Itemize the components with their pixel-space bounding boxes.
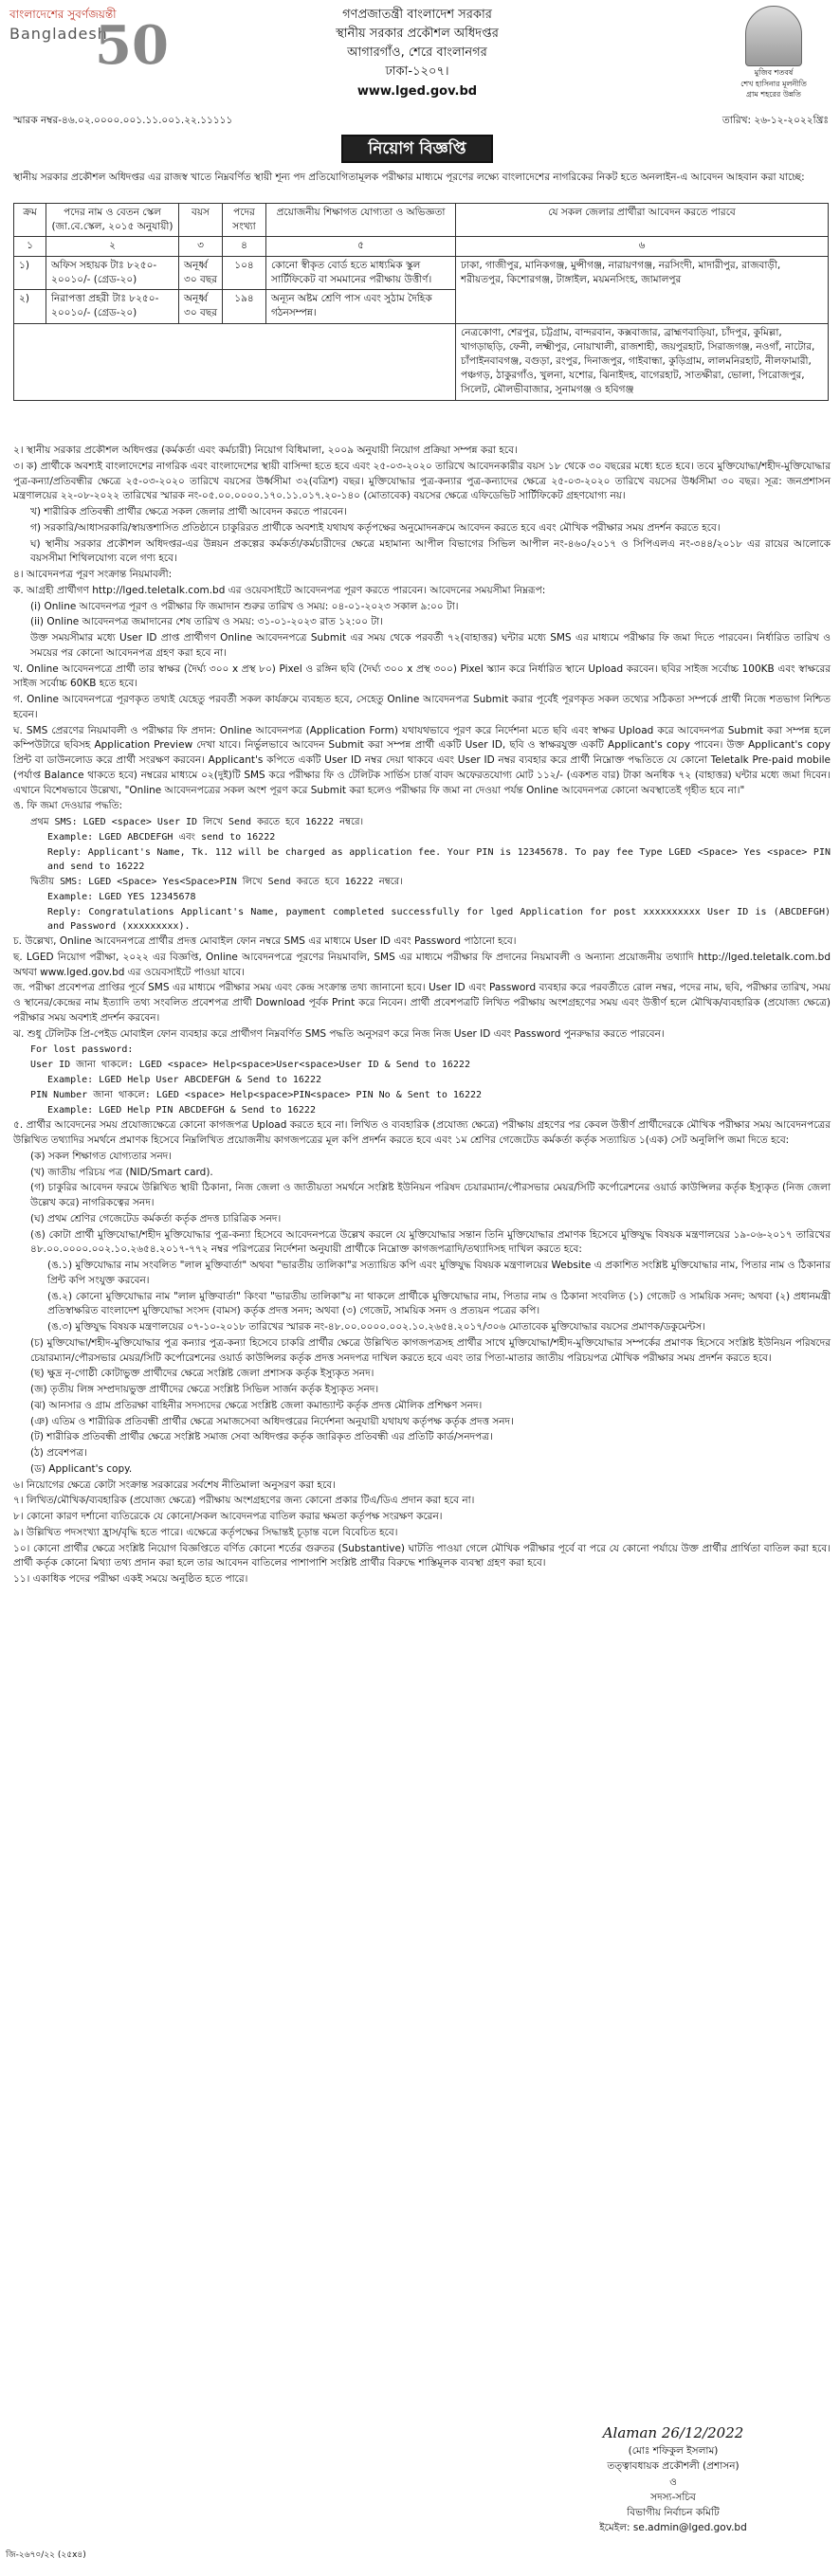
notice-paragraph: User ID জানা থাকলে: LGED <space> Help<space>User<space>User ID & Send to 16222 — [30, 1060, 470, 1071]
notice-paragraph: (ঙ) কোটা প্রার্থী মুক্তিযোদ্ধা/শহীদ মুক্তিযোদ্ধার পুত্র-কন্যা হিসেবে আবেদনপত্রে উল্লেখ করলে যে মুক্তিযোদ্ধার সন্তান তিনি মুক্তিযোদ্ধার প্রমাণক হিসেবে মুক্তিযুদ্ধ বিষয়ক মন্ত্রণালয়ের ১৯-০৬-২০১৭ তারিখের ৪৮.০০.০০০০.০০২.১০.২৬৫৪.২০১৭-৭৭২ নম্বর পরিপত্রের নির্দেশনা অনুযায়ী প্রার্থীকে নিম্নোক্ত কাগজপত্রাদি/তথ্যাদিসহ দাখিল করতে হবে: — [30, 1228, 831, 1256]
signature: Alaman 26/12/2022 — [602, 2424, 744, 2441]
notice-paragraph: গ) সরকারি/আধাসরকারি/স্বায়ত্তশাসিত প্রতিষ্ঠানে চাকুরিরত প্রার্থীকে অবশ্যই যথাযথ কর্তৃপক্ষের অনুমোদনক্রমে আবেদন করতে হবে এবং মৌখিক পরীক্ষার সময় প্রদর্শন করতে হবে। — [30, 521, 721, 534]
notice-paragraph: দ্বিতীয় SMS: LGED <Space> Yes<Space>PIN লিখে Send করতে হবে 16222 নম্বরে। — [30, 877, 403, 887]
col-header: পদের নাম ও বেতন স্কেল (জা.বে.স্কেল, ২০১৫ অনুযায়ী) — [46, 204, 179, 237]
office-address — [190, 6, 645, 101]
notice-paragraph: Example: LGED Help User ABCDEFGH & Send to 16222 — [47, 1075, 321, 1086]
notice-paragraph: (ঠ) প্রবেশপত্র। — [30, 1447, 87, 1459]
notice-paragraph: (ঞ) এতিম ও শারীরিক প্রতিবন্ধী প্রার্থীর ক্ষেত্রে সমাজসেবা অধিদপ্তরের নির্দেশনা অনুযায়ী যথাযথ কর্তৃপক্ষ কর্তৃক প্রদত্ত সনদ। — [30, 1415, 514, 1427]
notice-paragraph: ঝ. শুধু টেলিটক প্রি-পেইড মোবাইল ফোন ব্যবহার করে প্রার্থীগণ নিম্নবর্ণিত SMS পদ্ধতি অনুসরণ করে নিজ নিজ User ID এবং Password পুনরুদ্ধার করতে পারবেন। — [13, 1027, 665, 1040]
col-header: ক্রম — [14, 204, 46, 237]
notice-paragraph: ৯। উল্লিখিত পদসংখ্যা হ্রাস/বৃদ্ধি হতে পারে। এক্ষেত্রে কর্তৃপক্ষের সিদ্ধান্তই চূড়ান্ত বলে বিবেচিত হবে। — [13, 1526, 398, 1538]
notice-paragraph: (চ) মুক্তিযোদ্ধা/শহীদ-মুক্তিযোদ্ধার পুত্র কন্যার পুত্র-কন্যা হিসেবে চাকরি প্রার্থীর ক্ষেত্রে উল্লিখিত কাগজপত্রসহ প্রার্থীর সাথে মুক্তিযোদ্ধা/শহীদ-মুক্তিযোদ্ধার সম্পর্কের প্রমাণক হিসেবে সংশ্লিষ্ট ইউনিয়ন পরিষদের চেয়ারম্যান/পৌরসভার মেয়র/সিটি কর্পোরেশনের ওয়ার্ড কাউন্সিলর কর্তৃক প্রদত্ত সনদপত্র দাখিল করতে হবে এবং তার পিতা-মাতার জাতীয় পরিচয়পত্র মৌখিক পরীক্ষার সময় প্রদর্শন করতে হবে। — [30, 1336, 831, 1364]
column-number-row: ১ ২ ৩ ৪ ৫ ৬ — [14, 237, 829, 256]
notice-paragraph: (ছ) ক্ষুদ্র নৃ-গোষ্ঠী কোটাভুক্ত প্রার্থীদের ক্ষেত্রে সংশ্লিষ্ট জেলা প্রশাসক কর্তৃক ইস্যুকৃত সনদ। — [30, 1368, 374, 1380]
notice-paragraph: (ক) সকল শিক্ষাগত যোগ্যতার সনদ। — [30, 1150, 172, 1162]
notice-paragraph: ৪। আবেদনপত্র পূরণ সংক্রান্ত নিয়মাবলী: — [13, 569, 173, 580]
notice-paragraph: (গ) চাকুরির আবেদন ফরমে উল্লিখিত স্থায়ী ঠিকানা, নিজ জেলা ও জাতীয়তা সমর্থনে সংশ্লিষ্ট ইউনিয়ন পরিষদ চেয়ারম্যান/পৌরসভার মেয়র/সিটি কর্পোরেশনের ওয়ার্ড কাউন্সিলর কর্তৃক ইস্যুকৃত (নিজ জেলা উল্লেখ করে) নাগরিকত্বের সনদ। — [30, 1182, 831, 1208]
notice-paragraph: খ. Online আবেদনপত্রে প্রার্থী তার স্বাক্ষর (দৈর্ঘ্য ৩০০ x প্রস্থ ৮০) Pixel ও রঙ্গিন ছবি (দৈর্ঘ্য ৩০০ x প্রস্থ ৩০০) Pixel স্ক্যান করে নির্ধারিত স্থানে Upload করবেন। ছবির সাইজ সর্বোচ্চ 100KB এবং স্বাক্ষরের সাইজ সর্বোচ্চ 60KB হতে হবে। — [13, 662, 831, 690]
memo-number: স্মারক নম্বর-৪৬.০২.০০০০.০০১.১১.০০১.২২.১১১১১ — [13, 115, 233, 126]
vacancy-table — [13, 203, 829, 401]
notice-paragraph: Example: LGED YES 12345678 — [47, 892, 196, 902]
notice-date: তারিখ: ২৬-১২-২০২২খ্রিঃ — [721, 115, 829, 126]
website-link[interactable]: www.lged.gov.bd — [356, 83, 478, 99]
letterhead — [0, 0, 840, 114]
notice-paragraph: ঘ) স্থানীয় সরকার প্রকৌশল অধিদপ্তর-এর উন্নয়ন প্রকল্পের কর্মকর্তা/কর্মচারীদের ক্ষেত্রে মহামান্য আপীল বিভাগের সিভিল আপীল নং-৪৬০/২০১৭ ও সিপিএলএ নং-৩৪৪/২০১৮ এর রায়ের আলোকে বয়সসীমা শিথিলযোগ্য বলে গণ্য হবে। — [30, 537, 831, 565]
contact-email[interactable]: ইমেইল: se.admin@lged.gov.bd — [599, 2522, 747, 2534]
notice-paragraph: ক. আগ্রহী প্রার্থীগণ http://lged.teletalk.com.bd এর ওয়েবসাইটে আবেদনপত্র পূরণ করতে পারবেন। আবেদনের সময়সীমা নিম্নরূপ: — [13, 584, 546, 596]
golden-jubilee-logo: বাংলাদেশের সুবর্ণজয়ন্তী Bangladesh 50 — [9, 8, 169, 77]
col-header: যে সকল জেলার প্রার্থীরা আবেদন করতে পারবে — [456, 204, 829, 237]
notice-paragraph: গ. Online আবেদনপত্রে পূরণকৃত তথ্যই যেহেতু পরবর্তী সকল কার্যক্রমে ব্যবহৃত হবে, সেহেতু Online আবেদনপত্র Submit করার পূর্বেই পূরণকৃত সকল তথ্যের সঠিকতা সম্পর্কে প্রার্থী নিজে শতভাগ নিশ্চিত হবেন। — [13, 694, 831, 720]
page-title: নিয়োগ বিজ্ঞপ্তি — [341, 135, 493, 163]
notice-paragraph: ১১। একাধিক পদের পরীক্ষা একই সময়ে অনুষ্ঠিত হতে পারে। — [13, 1573, 248, 1585]
notice-paragraph: ৮। কোনো কারণ দর্শানো ব্যতিরেকে যে কোনো/সকল আবেদনপত্র বাতিল করার ক্ষমতা কর্তৃপক্ষ সংরক্ষণ করেন। — [13, 1511, 443, 1522]
notice-paragraph: (ঙ.১) মুক্তিযোদ্ধার নাম সংবলিত "লাল মুক্তিবার্তা" অথবা "ভারতীয় তালিকা"র সত্যায়িত কপি এবং মুক্তিযুদ্ধ বিষয়ক মন্ত্রণালয়ের Website এ প্রকাশিত সংশ্লিষ্ট মুক্তিযোদ্ধার নাম, পিতার নাম ও ঠিকানার প্রিন্ট কপি সংযুক্ত করবেন। — [47, 1260, 831, 1286]
notice-paragraph: ৫. প্রার্থীর আবেদনের সময় প্রযোজ্যক্ষেত্রে কোনো কাগজপত্র Upload করতে হবে না। লিখিত ও ব্যবহারিক (প্রযোজ্য ক্ষেত্রে) পরীক্ষায় গ্রহণের পর কেবল উত্তীর্ণ প্রার্থীদেরকে মৌখিক পরীক্ষার সময় আবেদনপত্রের উল্লিখিত তথ্যাদির সমর্থনে প্রমাণক হিসেবে নিম্নলিখিত প্রয়োজনীয় কাগজপত্রের মূল কপি প্রদর্শন করতে হবে এবং ১ম শ্রেণির গেজেটেড কর্মকর্তা কর্তৃক সত্যায়িত ১(এক) সেট অনুলিপি জমা দিতে হবে: — [13, 1119, 831, 1146]
notice-paragraph: PIN Number জানা থাকলে: LGED <space> Help<space>PIN<space> PIN No & Sent to 16222 — [30, 1090, 483, 1101]
mujib-borsho-emblem: মুজিব শতবর্ষ শেখ হাসিনার মূলনীতি গ্রাম শহরের উন্নতি — [724, 6, 823, 100]
print-code: জি-২৬৭০/২২ (২৫x৪) — [6, 2550, 86, 2560]
portrait-image — [745, 6, 802, 66]
notice-paragraph: ২। স্থানীয় সরকার প্রকৌশল অধিদপ্তর (কর্মকর্তা এবং কর্মচারী) নিয়োগ বিধিমালা, ২০০৯ অনুযায়ী নিয়োগ প্রক্রিয়া সম্পন্ন করা হবে। — [13, 444, 518, 456]
notice-paragraph: ৬। নিয়োগের ক্ষেত্রে কোটা সংক্রান্ত সরকারের সর্বশেষ নীতিমালা অনুসরণ করা হবে। — [13, 1478, 336, 1491]
intro-paragraph: স্থানীয় সরকার প্রকৌশল অধিদপ্তর এর রাজস্ব খাতে নিম্নবর্ণিত স্থায়ী শূন্য পদ প্রতিযোগিতামূলক পরীক্ষার মাধ্যমে পূরণের লক্ষ্যে বাংলাদেশের নাগরিকের নিকট হতে অনলাইন-এ আবেদন আহবান করা যাচ্ছে: — [13, 172, 805, 183]
table-row: ২) নিরাপত্তা প্রহরী টাঃ ৮২৫০- ২০০১০/- (গ্রেড-২০) অনূর্ধ্ব ৩০ বছর ১৯৪ অন্যূন অষ্টম শ্রেণি পাস এবং সুঠাম দৈহিক গঠনসম্পন্ন। — [14, 290, 829, 323]
gov-line-2: স্থানীয় সরকার প্রকৌশল অধিদপ্তর — [336, 27, 499, 42]
signatory-designation: তত্ত্বাবধায়ক প্রকৌশলী (প্রশাসন) — [607, 2460, 740, 2473]
notice-paragraph: ৭। লিখিত/মৌখিক/ব্যবহারিক (প্রযোজ্য ক্ষেত্রে) পরীক্ষায় অংশগ্রহণের জন্য কোনো প্রকার টিএ/ডিএ প্রদান করা হবে না। — [13, 1495, 475, 1507]
col-header: বয়স — [179, 204, 223, 237]
notice-paragraph: (ii) Online আবেদনপত্র জমাদানের শেষ তারিখ ও সময়: ৩১-০১-২০২৩ রাত ১২:০০ টা। — [30, 616, 383, 628]
notice-paragraph: Reply: Congratulations Applicant's Name, payment completed successfully for lged Application for post xxxxxxxxxx User ID is (ABCDEFGH) and Password (xxxxxxxxx). — [47, 907, 831, 932]
notice-paragraph: (জ) তৃতীয় লিঙ্গ সম্প্রদায়ভুক্ত প্রার্থীদের ক্ষেত্রে সংশ্লিষ্ট সিভিল সার্জন কর্তৃক ইস্যুকৃত সনদ। — [30, 1384, 379, 1395]
notice-paragraph: (ঘ) প্রথম শ্রেণির গেজেটেড কর্মকর্তা কর্তৃক প্রদত্ত চারিত্রিক সনদ। — [30, 1212, 282, 1225]
notice-paragraph: ছ. LGED নিয়োগ পরীক্ষা, ২০২২ এর বিজ্ঞপ্তি, Online আবেদনপত্রে পূরণের নিয়মাবলি, SMS এর মাধ্যমে পরীক্ষার ফি প্রদানের নিয়মাবলী ও অন্যান্য প্রয়োজনীয় তথ্যাদি http://lged.teletalk.com.bd অথবা www.lged.gov.bd এর ওয়েবসাইটে পাওয়া যাবে। — [13, 951, 831, 978]
table-row: ১) অফিস সহায়ক টাঃ ৮২৫০- ২০০১০/- (গ্রেড-২০) অনূর্ধ্ব ৩০ বছর ১০৪ কোনো স্বীকৃত বোর্ড হতে মাধ্যমিক স্কুল সার্টিফিকেট বা সমমানের পরীক্ষায় উত্তীর্ণ। ঢাকা, গাজীপুর, মানিকগঞ্জ, মুন্সীগঞ্জ, নারায়ণগঞ্জ, নরসিংদী, মাদারীপুর, রাজবাড়ী, শরীয়তপুর, কিশোরগঞ্জ, টাঙ্গাইল, ময়মনসিংহ, জামালপুর — [14, 256, 829, 289]
notice-paragraph: Example: LGED Help PIN ABCDEFGH & Send to 16222 — [47, 1105, 316, 1116]
notice-paragraph: প্রথম SMS: LGED <space> User ID লিখে Send করতে হবে 16222 নম্বরে। — [30, 817, 364, 827]
notice-paragraph: উক্ত সময়সীমার মধ্যে User ID প্রাপ্ত প্রার্থীগণ Online আবেদনপত্রে Submit এর সময় থেকে পরবর্তী ৭২(বাহাত্তর) ঘন্টার মধ্যে SMS এর মাধ্যমে পরীক্ষার ফি জমা দিতে পারবেন। নির্ধারিত তারিখ ও সময়ের পর কোনো আবেদনপত্র গ্রহণ করা হবে না। — [30, 632, 831, 659]
notice-paragraph: For lost password: — [30, 1044, 134, 1056]
gov-line-1: গণপ্রজাতন্ত্রী বাংলাদেশ সরকার — [342, 8, 492, 22]
table-header-row — [14, 204, 829, 237]
signature-block: Alaman 26/12/2022 (মোঃ শফিকুল ইসলাম) তত্ত্বাবধায়ক প্রকৌশলী (প্রশাসন) ও সদস্য-সচিব বিভাগীয় নির্বাচন কমিটি ইমেইল: se.admin@lged.gov.bd — [531, 2422, 815, 2536]
reference-line — [13, 114, 829, 131]
col-header: প্রয়োজনীয় শিক্ষাগত যোগ্যতা ও অভিজ্ঞতা — [266, 204, 456, 237]
notice-paragraph: (i) Online আবেদনপত্র পূরণ ও পরীক্ষার ফি জমাদান শুরুর তারিখ ও সময়: ০৪-০১-২০২৩ সকাল ৯:০০ টা। — [30, 600, 459, 612]
notice-paragraph: খ) শারীরিক প্রতিবন্ধী প্রার্থীর ক্ষেত্রে সকল জেলার প্রার্থী আবেদন করতে পারবেন। — [30, 506, 348, 517]
gov-line-4: ঢাকা-১২০৭। — [385, 64, 449, 80]
notice-body — [13, 444, 831, 1588]
notice-paragraph: ৩। ক) প্রার্থীকে অবশ্যই বাংলাদেশের নাগরিক এবং বাংলাদেশের স্থায়ী বাসিন্দা হতে হবে এবং ২৫-০৩-২০২০ তারিখে আবেদনকারীর বয়স ১৮ থেকে ৩০ বছরের মধ্যে হতে হবে। তবে মুক্তিযোদ্ধা/শহীদ-মুক্তিযোদ্ধার পুত্র-কন্যা/প্রতিবন্ধীর ক্ষেত্রে ২৫-০৩-২০২০ তারিখে বয়সের উর্ধ্বসীমা ৩২(বত্রিশ) বছর। মুক্তিযোদ্ধার পুত্র-কন্যার পুত্র-কন্যাদের ক্ষেত্রে ২৫-০৩-২০২০ তারিখে বয়সের উর্ধ্বসীমা ৩০ বছর। সূত্র: জনপ্রশাসন মন্ত্রণালয়ের ২২-০৮-২০২২ তারিখের স্মারক নং-০৫.০০.০০০০.১৭০.১১.০১৭.২০-১৪০ (মোতাবেক) বয়সের ক্ষেত্রে এফিডেভিট সার্টিফিকেট গ্রহণযোগ্য নয়। — [13, 460, 831, 502]
notice-paragraph: (খ) জাতীয় পরিচয় পত্র (NID/Smart card). — [30, 1166, 213, 1178]
notice-paragraph: (ড) Applicant's copy. — [30, 1462, 133, 1475]
notice-paragraph: (ঙ.২) কোনো মুক্তিযোদ্ধার নাম "লাল মুক্তিবার্তা" কিংবা "ভারতীয় তালিকা"য় না থাকলে প্রার্থীকে মুক্তিযোদ্ধার নাম, পিতার নাম ও ঠিকানা সংবলিত (১) গেজেট ও সাময়িক সনদ; অথবা (২) প্রধানমন্ত্রী প্রতিস্বাক্ষরিত বাংলাদেশ মুক্তিযোদ্ধা সংসদ (বামস) কর্তৃক প্রদত্ত সনদ; অথবা (৩) গেজেট, সাময়িক সনদ ও প্রত্যয়ন পত্রের কপি। — [47, 1290, 831, 1317]
notice-paragraph: ঙ. ফি জমা দেওয়ার পদ্ধতি: — [13, 800, 123, 812]
signatory-name: (মোঃ শফিকুল ইসলাম) — [628, 2445, 719, 2457]
notice-paragraph: চ. উল্লেখ্য, Online আবেদনপত্রে প্রার্থীর প্রদত্ত মোবাইল ফোন নম্বরে SMS এর মাধ্যমে User ID এবং Password পাঠানো হবে। — [13, 935, 517, 947]
notice-paragraph: (ঝ) আনসার ও গ্রাম প্রতিরক্ষা বাহিনীর সদস্যদের ক্ষেত্রে সংশ্লিষ্ট জেলা কমান্ড্যান্ট কর্তৃক প্রদত্ত মৌলিক প্রশিক্ষণ সনদ। — [30, 1399, 483, 1411]
notice-paragraph: ঘ. SMS প্রেরণের নিয়মাবলী ও পরীক্ষার ফি প্রদান: Online আবেদনপত্র (Application Form) যথাযথভাবে পূরণ করে নির্দেশনা মতে ছবি এবং স্বাক্ষর Upload করে আবেদনপত্র Submit করা সম্পন্ন হলে কম্পিউটারে ছবিসহ Application Preview দেখা যাবে। নির্ভুলভাবে আবেদন Submit করা সম্পন্ন প্রার্থী একটি User ID, ছবি ও স্বাক্ষরযুক্ত একটি Applicant's copy পাবেন। উক্ত Applicant's copy প্রিন্ট বা ডাউনলোড করে প্রার্থী সংরক্ষণ করবেন। Applicant's কপিতে একটি User ID নম্বর দেয়া থাকবে এবং User ID নম্বর ব্যবহার করে প্রার্থী নিম্নোক্ত পদ্ধতিতে যে কোনো Teletalk Pre-paid mobile (পর্যাপ্ত Balance থাকতে হবে) নম্বরের মাধ্যমে ০২(দুই)টি SMS করে পরীক্ষার ফি ও টেলিটক সার্ভিস চার্জ বাবদ অফেরতযোগ্য মোট ১১২/- (একশত বার) টাকা অনধিক ৭২ (বাহাত্তর) ঘন্টার মধ্যে জমা দিবেন। এখানে বিশেষভাবে উল্লেখ্য, "Online আবেদনপত্রের সকল অংশ পূরণ করে Submit করা হলেও পরীক্ষার ফি জমা না দেওয়া পর্যন্ত Online আবেদনপত্র কোনো অবস্থাতেই গৃহীত হবে না।" — [13, 724, 831, 796]
notice-paragraph: (ট) শারীরিক প্রতিবন্ধী প্রার্থীর ক্ষেত্রে সংশ্লিষ্ট সমাজ সেবা অধিদপ্তর কর্তৃক জারিকৃত প্রতিবন্ধী এর প্রতিটি কার্ড/সনদপত্র। — [30, 1431, 493, 1443]
notice-paragraph: জ. পরীক্ষা প্রবেশপত্র প্রাপ্তির পূর্বে SMS এর মাধ্যমে পরীক্ষার সময় এবং কেন্দ্র সংক্রান্ত তথ্য জানানো হবে। User ID এবং Password ব্যবহার করে পরবর্তীতে রোল নম্বর, পদের নাম, ছবি, পরীক্ষার তারিখ, সময় ও স্থানের/কেন্দ্রের নাম ইত্যাদি তথ্য সংবলিত প্রবেশপত্র প্রার্থী Download পূর্বক Print করে নিবেন। প্রার্থী প্রবেশপত্রটি লিখিত পরীক্ষায় অংশগ্রহণের সময় এবং উত্তীর্ণ হলে মৌখিক/ব্যবহারিক (প্রযোজ্য ক্ষেত্রে) পরীক্ষার সময় অবশ্যই প্রদর্শন করবেন। — [13, 982, 831, 1024]
gov-line-3: আগারগাঁও, শেরে বাংলানগর — [347, 45, 487, 61]
notice-paragraph: Reply: Applicant's Name, Tk. 112 will be charged as application fee. Your PIN is 12345678. To pay fee Type LGED <Space> Yes <space> PIN and send to 16222 — [47, 847, 831, 872]
notice-paragraph: Example: LGED ABCDEFGH এবং send to 16222 — [47, 832, 276, 843]
col-header: পদের সংখ্যা — [223, 204, 266, 237]
table-row: নেত্রকোণা, শেরপুর, চট্টগ্রাম, বান্দরবান, কক্সবাজার, ব্রাহ্মণবাড়িয়া, চাঁদপুর, কুমিল্লা, খাগড়াছড়ি, ফেনী, লক্ষ্মীপুর, নোয়াখালী, রাজশাহী, জয়পুরহাট, সিরাজগঞ্জ, নওগাঁ, নাটোর, চাঁপাইনবাবগঞ্জ, বগুড়া, রংপুর, দিনাজপুর, গাইবান্ধা, কুড়িগ্রাম, লালমনিরহাট, নীলফামারী, পঞ্চগড়, ঠাকুরগাঁও, খুলনা, যশোর, ঝিনাইদহ, বাগেরহাট, সাতক্ষীরা, ভোলা, পিরোজপুর, সিলেট, মৌলভীবাজার, সুনামগঞ্জ ও হবিগঞ্জ — [14, 323, 829, 400]
notice-paragraph: (ঙ.৩) মুক্তিযুদ্ধ বিষয়ক মন্ত্রণালয়ের ০৭-১০-২০১৮ তারিখের স্মারক নং-৪৮.০০.০০০০.০০২.১০.২৬৫৪.২০১৭/৩০৬ মোতাবেক মুক্তিযোদ্ধার বয়সের প্রমাণক/ডকুমেন্টস। — [47, 1321, 705, 1333]
notice-paragraph: ১০। কোনো প্রার্থীর ক্ষেত্রে সংশ্লিষ্ট নিয়োগ বিজ্ঞপ্তিতে বর্ণিত কোনো শর্তের গুরুতর (Substantive) ঘাটতি পাওয়া গেলে মৌখিক পরীক্ষার পূর্বে বা পরে যে কোনো পর্যায়ে উক্ত প্রার্থীর প্রার্থিতা বাতিল করা হবে। প্রার্থী কর্তৃক কোনো মিথ্যা তথ্য প্রদান করা হলে তার আবেদন বাতিলের পাশাপাশি সংশ্লিষ্ট প্রার্থীর বিরুদ্ধে শাস্তিমূলক ব্যবস্থা গ্রহণ করা হবে। — [13, 1542, 831, 1569]
